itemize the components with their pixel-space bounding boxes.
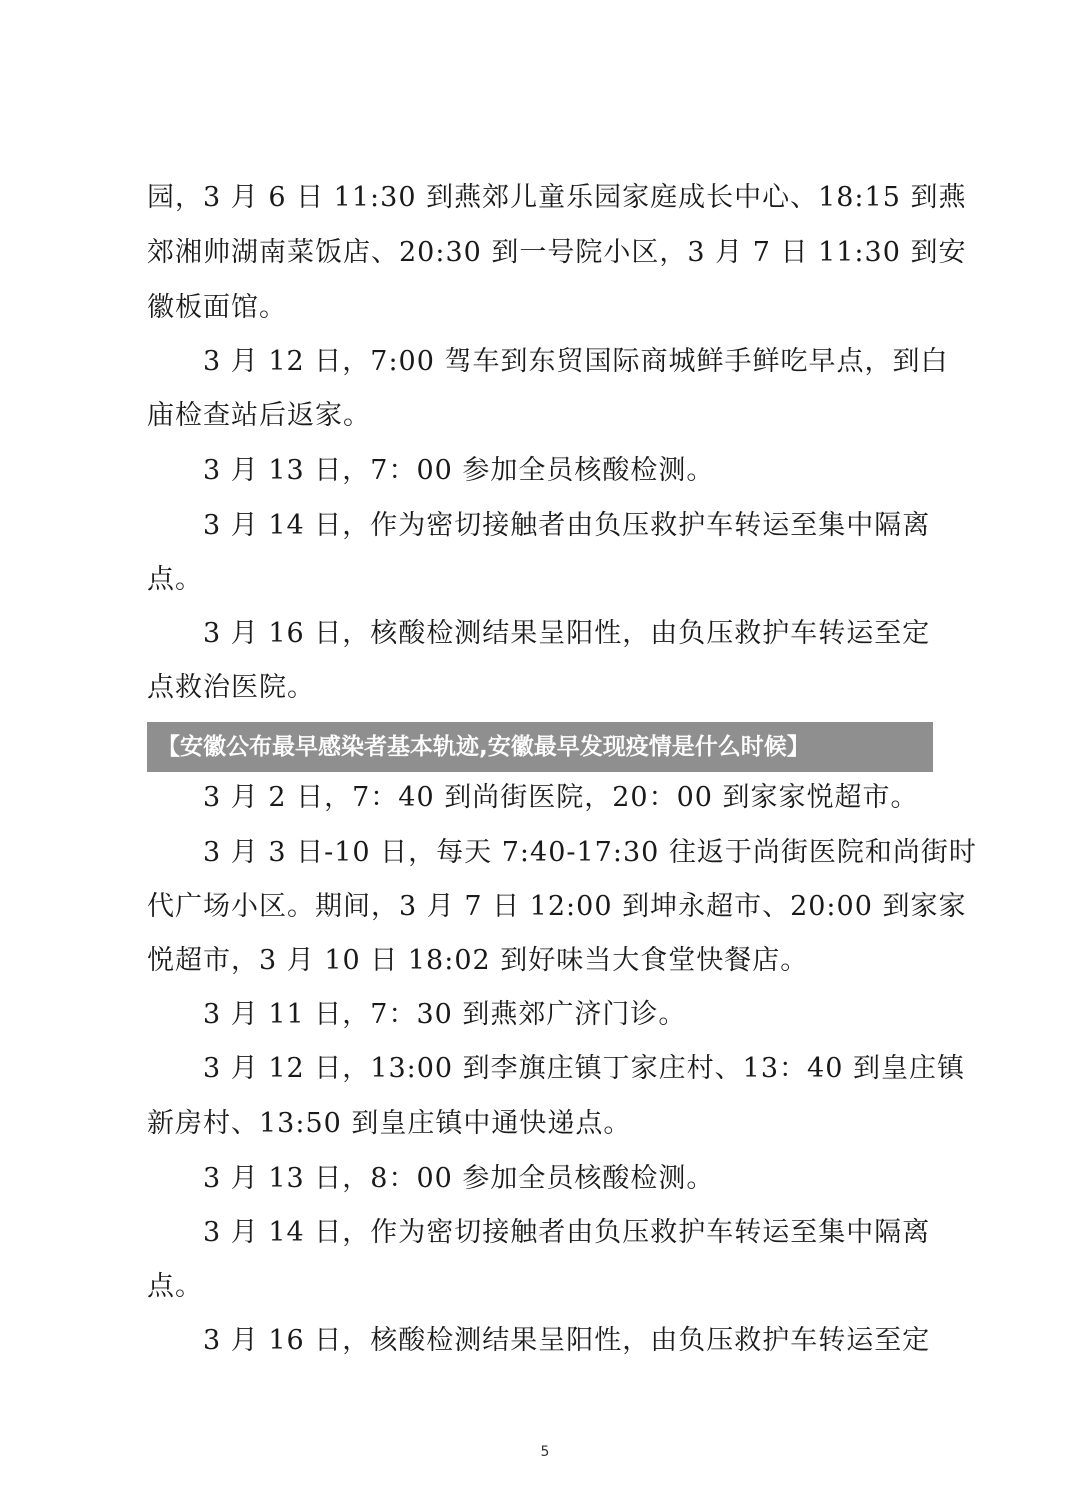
text-line: 3 月 2 日，7：40 到尚街医院，20：00 到家家悦超市。 (203, 782, 919, 813)
text-line: 新房村、13:50 到皇庄镇中通快递点。 (147, 1108, 632, 1139)
text-line: 3 月 14 日，作为密切接触者由负压救护车转运至集中隔离 (203, 1217, 931, 1248)
text-line: 郊湘帅湖南菜饭店、20:30 到一号院小区，3 月 7 日 11:30 到安 (147, 237, 967, 268)
text-line: 徽板面馆。 (147, 292, 287, 323)
text-line: 3 月 11 日，7：30 到燕郊广济门诊。 (203, 999, 687, 1030)
page-number: 5 (540, 1444, 550, 1460)
text-line: 点。 (147, 564, 203, 595)
text-line: 3 月 13 日，8：00 参加全员核酸检测。 (203, 1163, 715, 1194)
text-line: 3 月 3 日-10 日，每天 7:40-17:30 往返于尚街医院和尚街时 (203, 837, 977, 868)
text-line: 悦超市，3 月 10 日 18:02 到好味当大食堂快餐店。 (147, 945, 809, 976)
text-line: 3 月 14 日，作为密切接触者由负压救护车转运至集中隔离 (203, 510, 931, 541)
text-line: 3 月 16 日，核酸检测结果呈阳性，由负压救护车转运至定 (203, 1325, 931, 1356)
text-line: 庙检查站后返家。 (147, 400, 371, 431)
text-line: 园，3 月 6 日 11:30 到燕郊儿童乐园家庭成长中心、18:15 到燕 (147, 182, 967, 213)
text-line: 代广场小区。期间，3 月 7 日 12:00 到坤永超市、20:00 到家家 (147, 891, 967, 922)
text-line: 3 月 12 日，7:00 驾车到东贸国际商城鲜手鲜吃早点，到白 (203, 346, 949, 377)
text-line: 点。 (147, 1271, 203, 1302)
text-line: 3 月 13 日，7：00 参加全员核酸检测。 (203, 455, 715, 486)
text-line: 3 月 16 日，核酸检测结果呈阳性，由负压救护车转运至定 (203, 618, 931, 649)
text-line: 点救治医院。 (147, 672, 315, 703)
headline-banner[interactable]: 【安徽公布最早感染者基本轨迹,安徽最早发现疫情是什么时候】 (147, 722, 933, 772)
text-line: 3 月 12 日，13:00 到李旗庄镇丁家庄村、13：40 到皇庄镇 (203, 1053, 965, 1084)
